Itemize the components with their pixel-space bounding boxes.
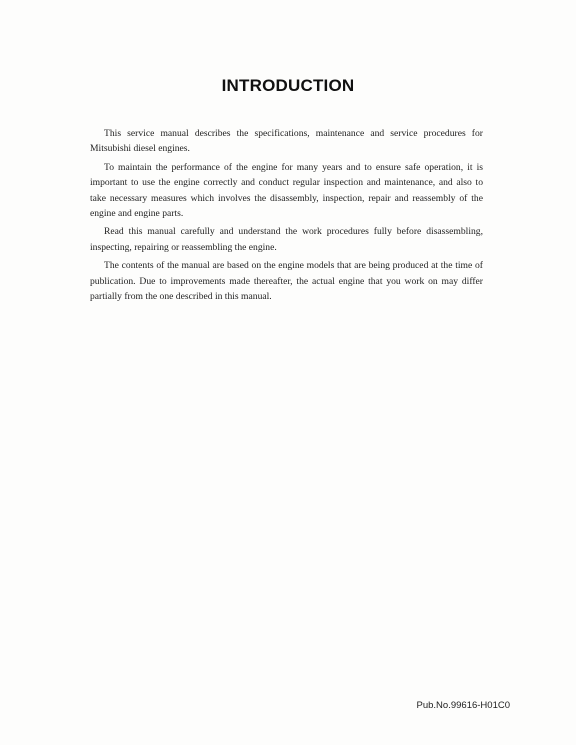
paragraph-maintenance: To maintain the performance of the engine for many years and to ensure safe operation, it is important to use the engine correctly and conduct regular inspection and maintenance, and also to take necessary measures which involves the disassembly, inspection, repair and reassembly of the engine and engine parts.: [90, 161, 483, 220]
publication-number: Pub.No.99616-H01C0: [416, 700, 510, 711]
page-title: INTRODUCTION: [221, 76, 355, 95]
introduction-body: [90, 126, 483, 307]
paragraph-read-manual: Read this manual carefully and understand the work procedures fully before disassembling, inspecting, repairing or reassembling the engine.: [90, 226, 483, 253]
paragraph-contents-note: The contents of the manual are based on the engine models that are being produced at the time of publication. Due to improvements made thereafter, the actual engine that you work on may differ partially from the one described in this manual.: [90, 260, 483, 303]
paragraph-purpose: This service manual describes the specifications, maintenance and service procedures for Mitsubishi diesel engines.: [90, 128, 483, 155]
